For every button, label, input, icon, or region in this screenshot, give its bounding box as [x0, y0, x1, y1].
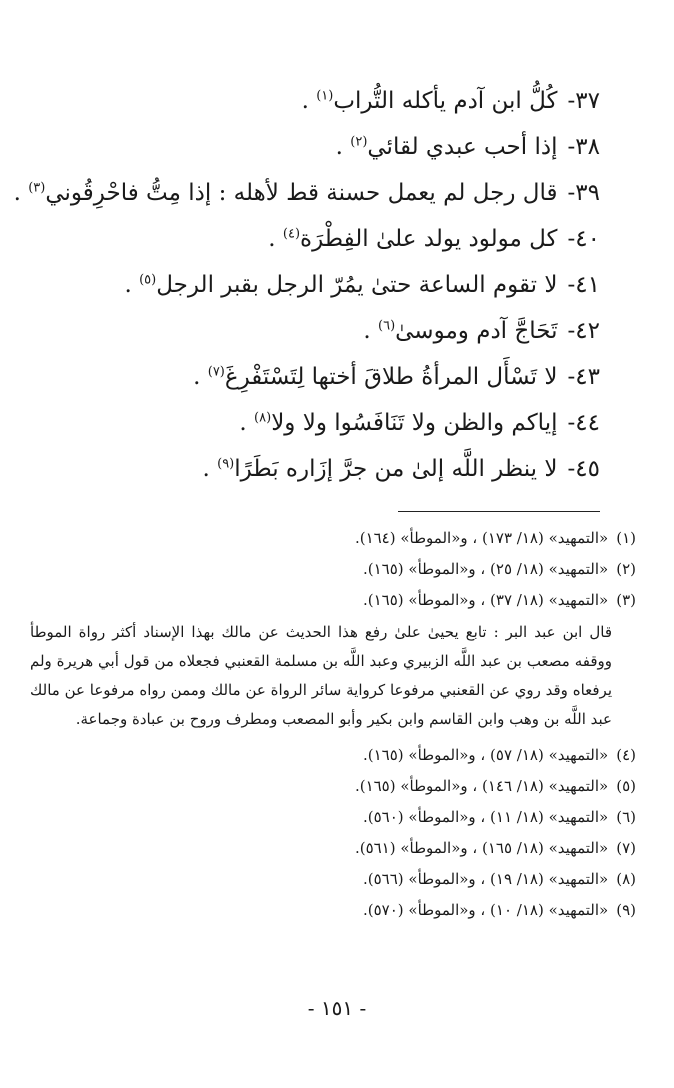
item-text: كل مولود يولد علىٰ الفِطْرَة — [300, 226, 558, 252]
footnote-commentary: قال ابن عبد البر : تابع يحيىٰ علىٰ رفع هذا الحديث عن مالك بهذا الإسناد أكثر رواة الموطأ ووقفه مصعب بن عبد اللَّه الزبيري وعبد اللَّه بن مسلمة القعنبي فجعلاه من قول أبي هريرة ولم يرفعاه وقد روي عن القعنبي مرفوعا كرواية سائر الرواة عن مالك وممن رواه مرفوعا عن مالك عبد اللَّه بن وهب وابن القاسم وابن بكير وأبو المصعب ومطرف وروح بن عبادة وجماعة. — [30, 623, 612, 728]
item-end: . — [193, 364, 201, 390]
footnote-label: (٣) — [616, 591, 636, 609]
item-number: ٤٣- — [567, 364, 600, 390]
item-number: ٤٥- — [567, 456, 600, 482]
footnote-label: (٨) — [616, 870, 636, 888]
item-number: ٤٢- — [567, 318, 600, 344]
footnote-text: «التمهيد» (١٨/ ١١) ، و«الموطأ» (٥٦٠). — [362, 808, 609, 826]
footnote-label: (٥) — [616, 777, 636, 795]
footnote — [30, 585, 636, 616]
footnote-ref: (٨) — [254, 410, 272, 426]
hadith-item — [30, 216, 600, 262]
hadith-item — [13, 170, 600, 216]
item-text: تَحَاجَّ آدم وموسىٰ — [395, 318, 558, 344]
item-text: إياكم والظن ولا تَنَافَسُوا ولا ولا — [271, 410, 558, 436]
footnote — [30, 740, 636, 771]
hadith-item — [30, 78, 600, 124]
footnote-text: «التمهيد» (١٨/ ٢٥) ، و«الموطأ» (١٦٥). — [362, 560, 609, 578]
footnote-label: (٧) — [616, 839, 636, 857]
item-text: إذا أحب عبدي لقائي — [367, 134, 558, 160]
footnote-ref: (٦) — [378, 318, 396, 334]
footnote-label: (٩) — [616, 901, 636, 919]
footnote — [30, 802, 636, 833]
footnote-ref: (١) — [316, 88, 334, 104]
footnote-label: (١) — [616, 529, 636, 547]
footnote — [30, 771, 636, 802]
item-number: ٤١- — [567, 272, 600, 298]
footnote-ref: (٥) — [139, 272, 157, 288]
footnote — [30, 895, 636, 926]
hadith-item — [30, 124, 600, 170]
footnote-text: «التمهيد» (١٨/ ١٤٦) ، و«الموطأ» (١٦٥). — [354, 777, 609, 795]
footnote-label: (٦) — [616, 808, 636, 826]
item-number: ٣٩- — [567, 180, 600, 206]
footnote-text: «التمهيد» (١٨/ ٥٧) ، و«الموطأ» (١٦٥). — [362, 746, 609, 764]
item-end: . — [13, 180, 21, 206]
hadith-list — [13, 78, 600, 492]
item-end: . — [363, 318, 371, 344]
footnote-ref: (٩) — [217, 456, 235, 472]
footnote-text: «التمهيد» (١٨/ ٣٧) ، و«الموطأ» (١٦٥). — [362, 591, 609, 609]
item-end: . — [268, 226, 276, 252]
item-text: لا ينظر اللَّه إلىٰ من جرَّ إزَاره بَطَرًا — [234, 456, 558, 482]
item-number: ٤٠- — [567, 226, 600, 252]
hadith-item — [30, 262, 600, 308]
item-text: كُلُّ ابن آدم يأكله التُّراب — [333, 88, 558, 114]
item-end: . — [335, 134, 343, 160]
item-text: قال رجل لم يعمل حسنة قط لأهله : إذا مِتُّ فاحْرِقُوني — [45, 180, 558, 206]
item-text: لا تَسْأَل المرأةُ طلاقَ أختها لِتَسْتَفْرِغَ — [224, 364, 558, 390]
footnote-label: (٢) — [616, 560, 636, 578]
footnote-text: «التمهيد» (١٨/ ١٦٥) ، و«الموطأ» (٥٦١). — [354, 839, 609, 857]
item-text: لا تقوم الساعة حتىٰ يمُرّ الرجل بقبر الرجل — [156, 272, 558, 298]
footnote-text: «التمهيد» (١٨/ ١٩) ، و«الموطأ» (٥٦٦). — [362, 870, 609, 888]
footnote-ref: (٤) — [282, 226, 301, 242]
footnote-ref: (٧) — [207, 364, 225, 380]
footnote — [30, 523, 636, 554]
item-end: . — [239, 410, 247, 436]
footnote-text: «التمهيد» (١٨/ ١٠) ، و«الموطأ» (٥٧٠). — [362, 901, 609, 919]
footnotes — [30, 523, 636, 926]
footnote-ref: (٣) — [28, 180, 46, 196]
footnote-label: (٤) — [616, 746, 636, 764]
item-number: ٤٤- — [567, 410, 600, 436]
hadith-item — [30, 308, 600, 354]
footnote — [30, 864, 636, 895]
footnote-ref: (٢) — [350, 134, 368, 150]
footnote — [30, 554, 636, 585]
hadith-item — [30, 400, 600, 446]
item-number: ٣٧- — [567, 88, 600, 114]
footnote-separator — [398, 511, 600, 512]
page-number: - ١٥١ - — [307, 996, 367, 1020]
item-end: . — [124, 272, 132, 298]
footnote — [30, 833, 636, 864]
footnote-text: «التمهيد» (١٨/ ١٧٣) ، و«الموطأ» (١٦٤). — [354, 529, 609, 547]
item-end: . — [301, 88, 309, 114]
hadith-item — [30, 354, 600, 400]
item-end: . — [202, 456, 210, 482]
item-number: ٣٨- — [567, 134, 600, 160]
hadith-item — [30, 446, 600, 492]
